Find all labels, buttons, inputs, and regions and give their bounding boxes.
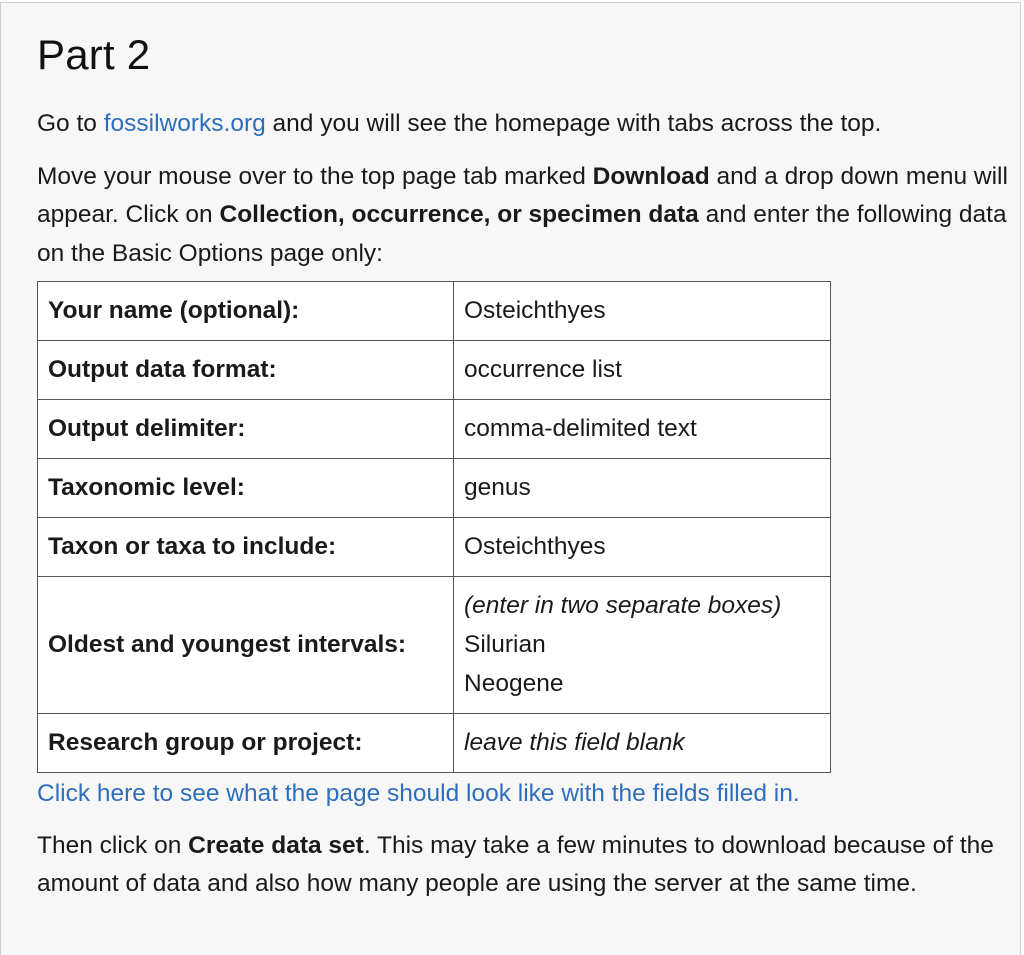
fossilworks-link[interactable]: fossilworks.org bbox=[103, 110, 266, 137]
row-value: leave this field blank bbox=[454, 714, 831, 773]
instructions-paragraph bbox=[37, 158, 1020, 274]
intro-paragraph bbox=[37, 105, 1020, 144]
row-label: Oldest and youngest intervals: bbox=[38, 577, 454, 714]
interval-note: (enter in two separate boxes) bbox=[464, 592, 782, 619]
row-value: occurrence list bbox=[454, 341, 831, 400]
closing-text-2: . This may take a few minutes to download because of the amount of data and also how many people are using the server at the same time. bbox=[37, 831, 994, 897]
table-row bbox=[38, 282, 831, 341]
row-label: Output data format: bbox=[38, 341, 454, 400]
row-value bbox=[454, 577, 831, 714]
row-value: Osteichthyes bbox=[454, 282, 831, 341]
row-value: Osteichthyes bbox=[454, 518, 831, 577]
menu-option-name: Collection, occurrence, or specimen data bbox=[219, 201, 699, 228]
oldest-interval: Silurian bbox=[464, 631, 546, 658]
page-title: Part 2 bbox=[37, 31, 151, 78]
closing-paragraph bbox=[37, 827, 1020, 904]
instructions-text-3: and enter the following data on the Basic Options page only: bbox=[37, 201, 1007, 267]
intro-suffix: and you will see the homepage with tabs across the top. bbox=[265, 110, 882, 137]
table-row bbox=[38, 341, 831, 400]
content-panel bbox=[0, 2, 1021, 955]
row-label: Your name (optional): bbox=[38, 282, 454, 341]
row-value: comma-delimited text bbox=[454, 400, 831, 459]
example-page-link[interactable]: Click here to see what the page should look like with the fields filled in. bbox=[37, 780, 800, 807]
intro-prefix: Go to bbox=[37, 110, 104, 137]
instructions-text-1: Move your mouse over to the top page tab marked bbox=[37, 162, 593, 190]
row-value: genus bbox=[454, 459, 831, 518]
download-tab-name: Download bbox=[592, 162, 710, 190]
table-row bbox=[38, 518, 831, 577]
row-label: Research group or project: bbox=[38, 714, 454, 773]
table-row bbox=[38, 459, 831, 518]
table-row bbox=[38, 400, 831, 459]
instructions-text-2: and a drop down menu will appear. Click on bbox=[37, 162, 1008, 228]
row-label: Taxonomic level: bbox=[38, 459, 454, 518]
row-label: Output delimiter: bbox=[38, 400, 454, 459]
table-row bbox=[38, 714, 831, 773]
create-data-set-name: Create data set bbox=[188, 831, 364, 859]
options-table bbox=[37, 281, 831, 773]
youngest-interval: Neogene bbox=[464, 670, 564, 697]
row-label: Taxon or taxa to include: bbox=[38, 518, 454, 577]
table-row bbox=[38, 577, 831, 714]
closing-text-1: Then click on bbox=[37, 831, 189, 859]
